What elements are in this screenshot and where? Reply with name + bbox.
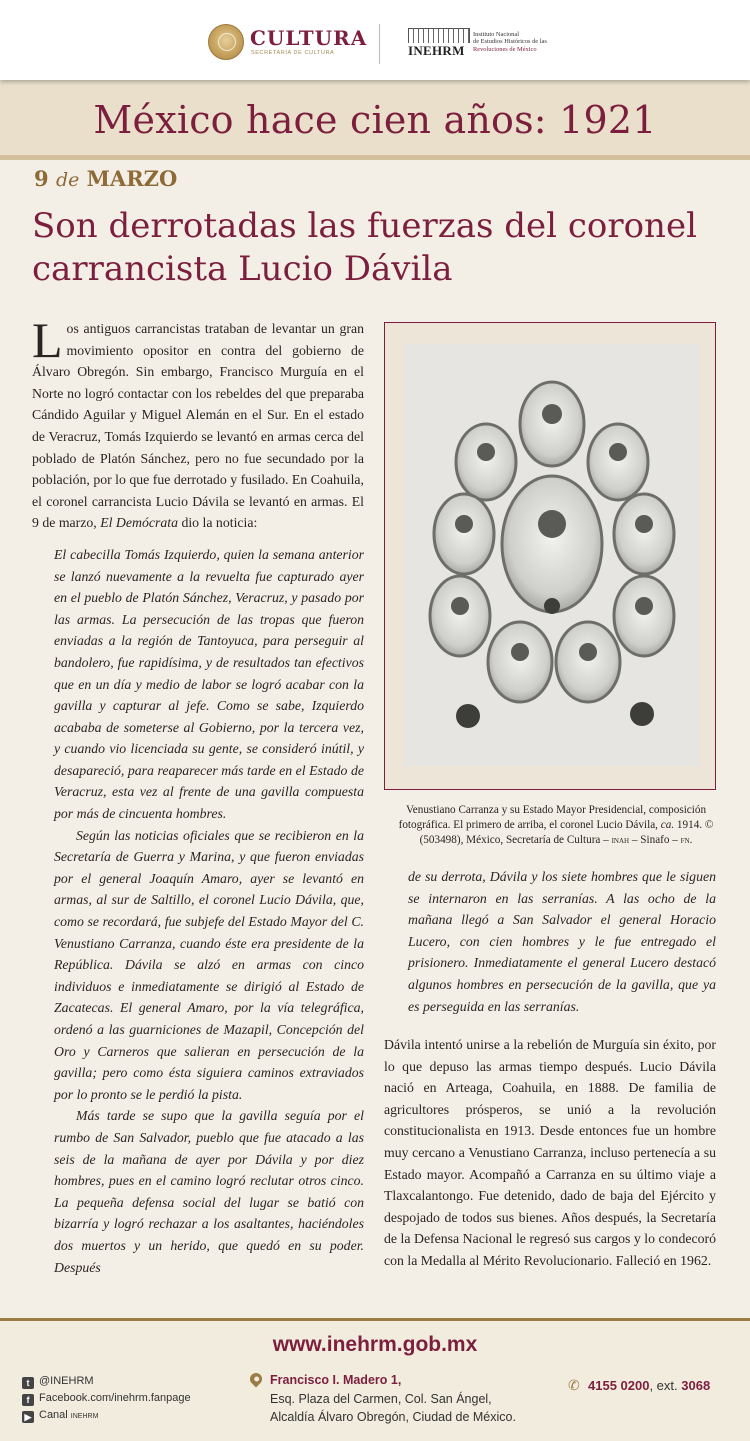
youtube-link[interactable] (22, 1407, 191, 1424)
caption-text: – Sinafo – (629, 834, 681, 846)
article-left-column (32, 312, 364, 1278)
seal-icon (208, 24, 244, 60)
date-day: 9 (34, 166, 49, 191)
inehrm-wordmark: INEHRM (408, 43, 465, 58)
inehrm-logo[interactable] (406, 28, 556, 62)
photo-composition (404, 344, 700, 766)
facebook-url: Facebook.com/inehrm.fanpage (39, 1392, 191, 1404)
location-pin-icon (248, 1371, 265, 1388)
cultura-wordmark: CULTURA (250, 26, 368, 50)
address (270, 1371, 516, 1427)
quote-paragraph-3: Más tarde se supo que la gavilla seguía por el rumbo de San Salvador, pueblo que fue atacado a las seis de la mañana de ayer por Dávila y por diez hombres, pues en el camino logró reclutar otros cinco. La pequeña defensa social del lugar se batió con bizarría y logró rechazar a los asaltantes, haciéndoles dos muertos y un herido, que quedó en su poder. Después (54, 1108, 364, 1275)
inehrm-name (473, 31, 563, 53)
caption-fn: fn (680, 835, 690, 846)
building-icon (408, 28, 470, 43)
phone-icon: ✆ (568, 1378, 580, 1394)
inehrm-line: Instituto Nacional (473, 31, 519, 38)
caption-text: . (689, 834, 693, 846)
address-street: Francisco I. Madero 1, (270, 1373, 402, 1387)
website-link[interactable]: www.inehrm.gob.mx (272, 1333, 478, 1356)
historical-photo[interactable] (404, 344, 700, 766)
headline: Son derrotadas las fuerzas del coronel carrancista Lucio Dávila (32, 206, 697, 289)
caption-inah: inah (611, 835, 630, 846)
youtube-prefix: Canal (39, 1409, 71, 1421)
phone-main: 4155 0200 (588, 1378, 650, 1393)
cultura-subtitle: SECRETARÍA DE CULTURA (251, 50, 335, 56)
closing-paragraph: Dávila intentó unirse a la rebelión de Murguía sin éxito, por lo que depuso las armas tiempo después. Lucio Dávila nació en Arteaga, Coahuila, en 1888. De familia de agricultores prósperos, se unió a la revolución constitucionalista en 1913. Desde entonces fue un hombre muy cercano a Venustiano Carranza, incluso pertenecía a su Estado mayor. Acompañó a Carranza en su último viaje a Tlaxcalantongo. Fue detenido, dado de baja del Ejército y despojado de todos sus bienes. Años después, la Secretaría de la Defensa Nacional le regresó sus cargos y lo condecoró con la Medalla al Mérito Revolucionario. Falleció en 1962. (384, 1037, 716, 1268)
header (0, 0, 750, 80)
youtube-icon: ▶ (22, 1411, 34, 1423)
twitter-icon: t (22, 1377, 34, 1389)
phone-ext-label: , ext. (649, 1378, 682, 1393)
social-links (22, 1373, 191, 1424)
intro-text: os antiguos carrancistas trataban de levantar un gran movimiento opositor en contra del gobierno de Álvaro Obregón. Sin embargo, Francisco Murguía en el Norte no logró contactar con los rebeldes del que preparaba Cándido Aguilar y Miguel Alemán en el Sur. En el estado de Veracruz, Tomás Izquierdo se levantó en armas cerca del poblado de Platón Sánchez, pero no fue secundado por la población, por lo que fue derrotado y fusilado. En Coahuila, el coronel carrancista Lucio Dávila se levantó en armas. El 9 de marzo, (32, 321, 364, 531)
quote-paragraph-2: Según las noticias oficiales que se recibieron en la Secretaría de Guerra y Marina, y que fueron enviadas por el general Joaquín Amaro, ayer se levantó en armas, al sur de Saltillo, el coronel Lucio Dávila, que, como se recordará, fue subjefe del Estado Mayor del C. Venustiano Carranza, cuando éste era presidente de la República. Dávila se alzó en armas con cinco individuos e inmediatamente se dirigió al Estado de Zacatecas. El general Amaro, por la vía telegráfica, ordenó a las guarniciones de Mazapil, Concepción del Oro y Carneros que salieran en persecución de la gavilla; pero como ésta siguiera caminos extraviados por lo pronto se le perdió la pista. (54, 827, 364, 1102)
title-banner (0, 80, 750, 160)
youtube-name: inehrm (70, 1410, 99, 1421)
phone-number[interactable] (588, 1378, 710, 1393)
caption-text: Venustiano Carranza y su Estado Mayor Presidencial, composición fotográfica. El primero de arriba, el coronel Lucio Dávila, (398, 804, 707, 831)
quote-continuation: de su derrota, Dávila y los siete hombres que le siguen se internaron en las serranías. A las ocho de la mañana llegó a San Salvador el general Horacio Lucero, con cien hombres y le fue entregado el prisionero. Inmediatamente el general Lucero destacó algunos hombres en persecución de la gavilla, que ya es perseguida en las serranías. (408, 869, 716, 1014)
intro-paragraph (32, 312, 364, 534)
inehrm-line: de Estudios Históricos de las (473, 38, 547, 46)
inehrm-line: Revoluciones de México (473, 45, 537, 53)
twitter-handle: @INEHRM (39, 1375, 94, 1387)
intro-end: dio la noticia: (178, 515, 258, 531)
address-line: Esq. Plaza del Carmen, Col. San Ángel, (270, 1391, 492, 1406)
date-month: MARZO (86, 166, 178, 191)
drop-cap: L (32, 312, 63, 368)
caption-text: 1914. © (503498), México, Secretaría de Cultura – (419, 819, 714, 846)
logo-divider (379, 24, 380, 64)
date-de: de (55, 169, 80, 191)
newspaper-name: El Demócrata (100, 515, 178, 531)
date-line (34, 166, 177, 191)
twitter-link[interactable] (22, 1373, 191, 1390)
facebook-icon: f (22, 1394, 34, 1406)
footer (0, 1318, 750, 1441)
photo-caption (384, 803, 728, 848)
photo-frame (384, 322, 716, 790)
quote-paragraph-1: El cabecilla Tomás Izquierdo, quien la semana anterior se lanzó nuevamente a la revuelta fue capturado ayer en el pueblo de Platón Sánchez, Veracruz, y pasado por las armas. La persecución de las tropas que fueron enviadas a la región de Tantoyuca, para perseguir al bandolero, fue rapidísima, y de resultados tan efectivos que en un día y medio de labor se logró acabar con la gavilla y capturar al jefe. Como se sabe, Izquierdo acababa de someterse al Gobierno, por la tercera vez, y cuando vio licenciada su gente, se consideró inútil, y desapareció, para reaparecer más tarde en el Estado de Veracruz, esta vez al frente de una gavilla compuesta por más de cincuenta hombres. (54, 546, 364, 822)
banner-title: México hace cien años: 1921 (93, 98, 657, 142)
facebook-link[interactable] (22, 1390, 191, 1407)
cultura-logo[interactable] (208, 24, 368, 64)
caption-ca: ca. (660, 819, 675, 831)
phone-ext: 3068 (681, 1378, 711, 1393)
address-line: Alcaldía Álvaro Obregón, Ciudad de México. (270, 1410, 516, 1424)
